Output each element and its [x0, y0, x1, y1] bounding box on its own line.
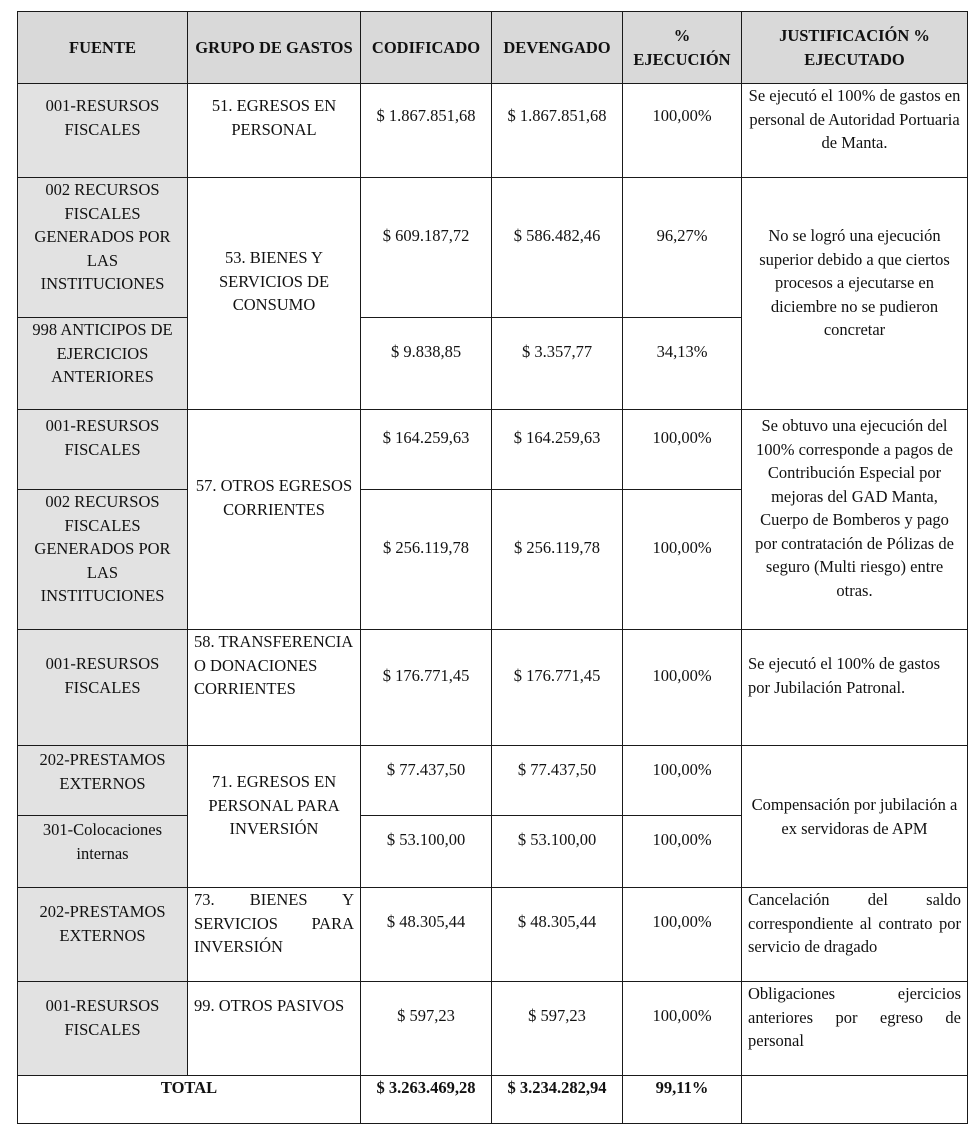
- justificacion-cell: Se ejecutó el 100% de gastos por Jubilación Patronal.: [742, 630, 968, 746]
- devengado-cell: $ 53.100,00: [492, 816, 623, 888]
- devengado-cell: $ 164.259,63: [492, 410, 623, 490]
- table-row: [18, 746, 968, 816]
- total-devengado: $ 3.234.282,94: [492, 1076, 623, 1124]
- justificacion-cell: No se logró una ejecución superior debido a que ciertos procesos a ejecutarse en diciembre no se pudieron concretar: [742, 178, 968, 410]
- fuente-cell: 001-RESURSOS FISCALES: [18, 410, 188, 490]
- fuente-cell: 002 RECURSOS FISCALES GENERADOS POR LAS INSTITUCIONES: [18, 178, 188, 318]
- devengado-cell: $ 597,23: [492, 982, 623, 1076]
- codificado-cell: $ 164.259,63: [361, 410, 492, 490]
- grupo-cell: 53. BIENES Y SERVICIOS DE CONSUMO: [188, 178, 361, 410]
- header-row: [18, 12, 968, 84]
- codificado-cell: $ 48.305,44: [361, 888, 492, 982]
- ejecucion-cell: 100,00%: [623, 630, 742, 746]
- justificacion-cell: Compensación por jubilación a ex servidoras de APM: [742, 746, 968, 888]
- justificacion-cell: Se obtuvo una ejecución del 100% corresponde a pagos de Contribución Especial por mejoras del GAD Manta, Cuerpo de Bomberos y pago por contratación de Pólizas de seguro (Multi riesgo) entre otras.: [742, 410, 968, 630]
- justificacion-cell: Cancelación del saldo correspondiente al contrato por servicio de dragado: [742, 888, 968, 982]
- total-ejecucion: 99,11%: [623, 1076, 742, 1124]
- table-row: [18, 888, 968, 982]
- header-devengado: DEVENGADO: [492, 12, 623, 84]
- fuente-cell: 001-RESURSOS FISCALES: [18, 982, 188, 1076]
- table-row: [18, 630, 968, 746]
- fuente-cell: 202-PRESTAMOS EXTERNOS: [18, 746, 188, 816]
- codificado-cell: $ 176.771,45: [361, 630, 492, 746]
- grupo-cell: 51. EGRESOS EN PERSONAL: [188, 84, 361, 178]
- fuente-cell: 001-RESURSOS FISCALES: [18, 84, 188, 178]
- devengado-cell: $ 256.119,78: [492, 490, 623, 630]
- fuente-cell: 202-PRESTAMOS EXTERNOS: [18, 888, 188, 982]
- table-row: [18, 178, 968, 318]
- devengado-cell: $ 48.305,44: [492, 888, 623, 982]
- ejecucion-cell: 100,00%: [623, 84, 742, 178]
- ejecucion-cell: 100,00%: [623, 410, 742, 490]
- total-codificado: $ 3.263.469,28: [361, 1076, 492, 1124]
- ejecucion-cell: 100,00%: [623, 888, 742, 982]
- grupo-cell: 57. OTROS EGRESOS CORRIENTES: [188, 410, 361, 630]
- ejecucion-cell: 34,13%: [623, 318, 742, 410]
- devengado-cell: $ 176.771,45: [492, 630, 623, 746]
- header-grupo: GRUPO DE GASTOS: [188, 12, 361, 84]
- ejecucion-cell: 100,00%: [623, 490, 742, 630]
- total-label: TOTAL: [18, 1076, 361, 1124]
- grupo-cell: 99. OTROS PASIVOS: [188, 982, 361, 1076]
- table-row: [18, 84, 968, 178]
- devengado-cell: $ 77.437,50: [492, 746, 623, 816]
- header-justificacion: JUSTIFICACIÓN % EJECUTADO: [742, 12, 968, 84]
- grupo-cell: 73. BIENES Y SERVICIOS PARA INVERSIÓN: [188, 888, 361, 982]
- header-ejecucion: % EJECUCIÓN: [623, 12, 742, 84]
- table-row: [18, 410, 968, 490]
- fuente-cell: 001-RESURSOS FISCALES: [18, 630, 188, 746]
- codificado-cell: $ 9.838,85: [361, 318, 492, 410]
- codificado-cell: $ 597,23: [361, 982, 492, 1076]
- grupo-cell: 58. TRANSFERENCIA O DONACIONES CORRIENTES: [188, 630, 361, 746]
- fuente-cell: 998 ANTICIPOS DE EJERCICIOS ANTERIORES: [18, 318, 188, 410]
- header-codificado: CODIFICADO: [361, 12, 492, 84]
- total-justificacion-empty: [742, 1076, 968, 1124]
- budget-execution-table: [17, 11, 968, 1124]
- justificacion-cell: Se ejecutó el 100% de gastos en personal de Autoridad Portuaria de Manta.: [742, 84, 968, 178]
- devengado-cell: $ 1.867.851,68: [492, 84, 623, 178]
- table-row: [18, 982, 968, 1076]
- ejecucion-cell: 100,00%: [623, 746, 742, 816]
- codificado-cell: $ 1.867.851,68: [361, 84, 492, 178]
- codificado-cell: $ 77.437,50: [361, 746, 492, 816]
- codificado-cell: $ 53.100,00: [361, 816, 492, 888]
- justificacion-cell: Obligaciones ejercicios anteriores por egreso de personal: [742, 982, 968, 1076]
- devengado-cell: $ 3.357,77: [492, 318, 623, 410]
- fuente-cell: 002 RECURSOS FISCALES GENERADOS POR LAS INSTITUCIONES: [18, 490, 188, 630]
- ejecucion-cell: 100,00%: [623, 816, 742, 888]
- total-row: [18, 1076, 968, 1124]
- codificado-cell: $ 609.187,72: [361, 178, 492, 318]
- ejecucion-cell: 100,00%: [623, 982, 742, 1076]
- codificado-cell: $ 256.119,78: [361, 490, 492, 630]
- fuente-cell: 301-Colocaciones internas: [18, 816, 188, 888]
- devengado-cell: $ 586.482,46: [492, 178, 623, 318]
- ejecucion-cell: 96,27%: [623, 178, 742, 318]
- header-fuente: FUENTE: [18, 12, 188, 84]
- grupo-cell: 71. EGRESOS EN PERSONAL PARA INVERSIÓN: [188, 746, 361, 888]
